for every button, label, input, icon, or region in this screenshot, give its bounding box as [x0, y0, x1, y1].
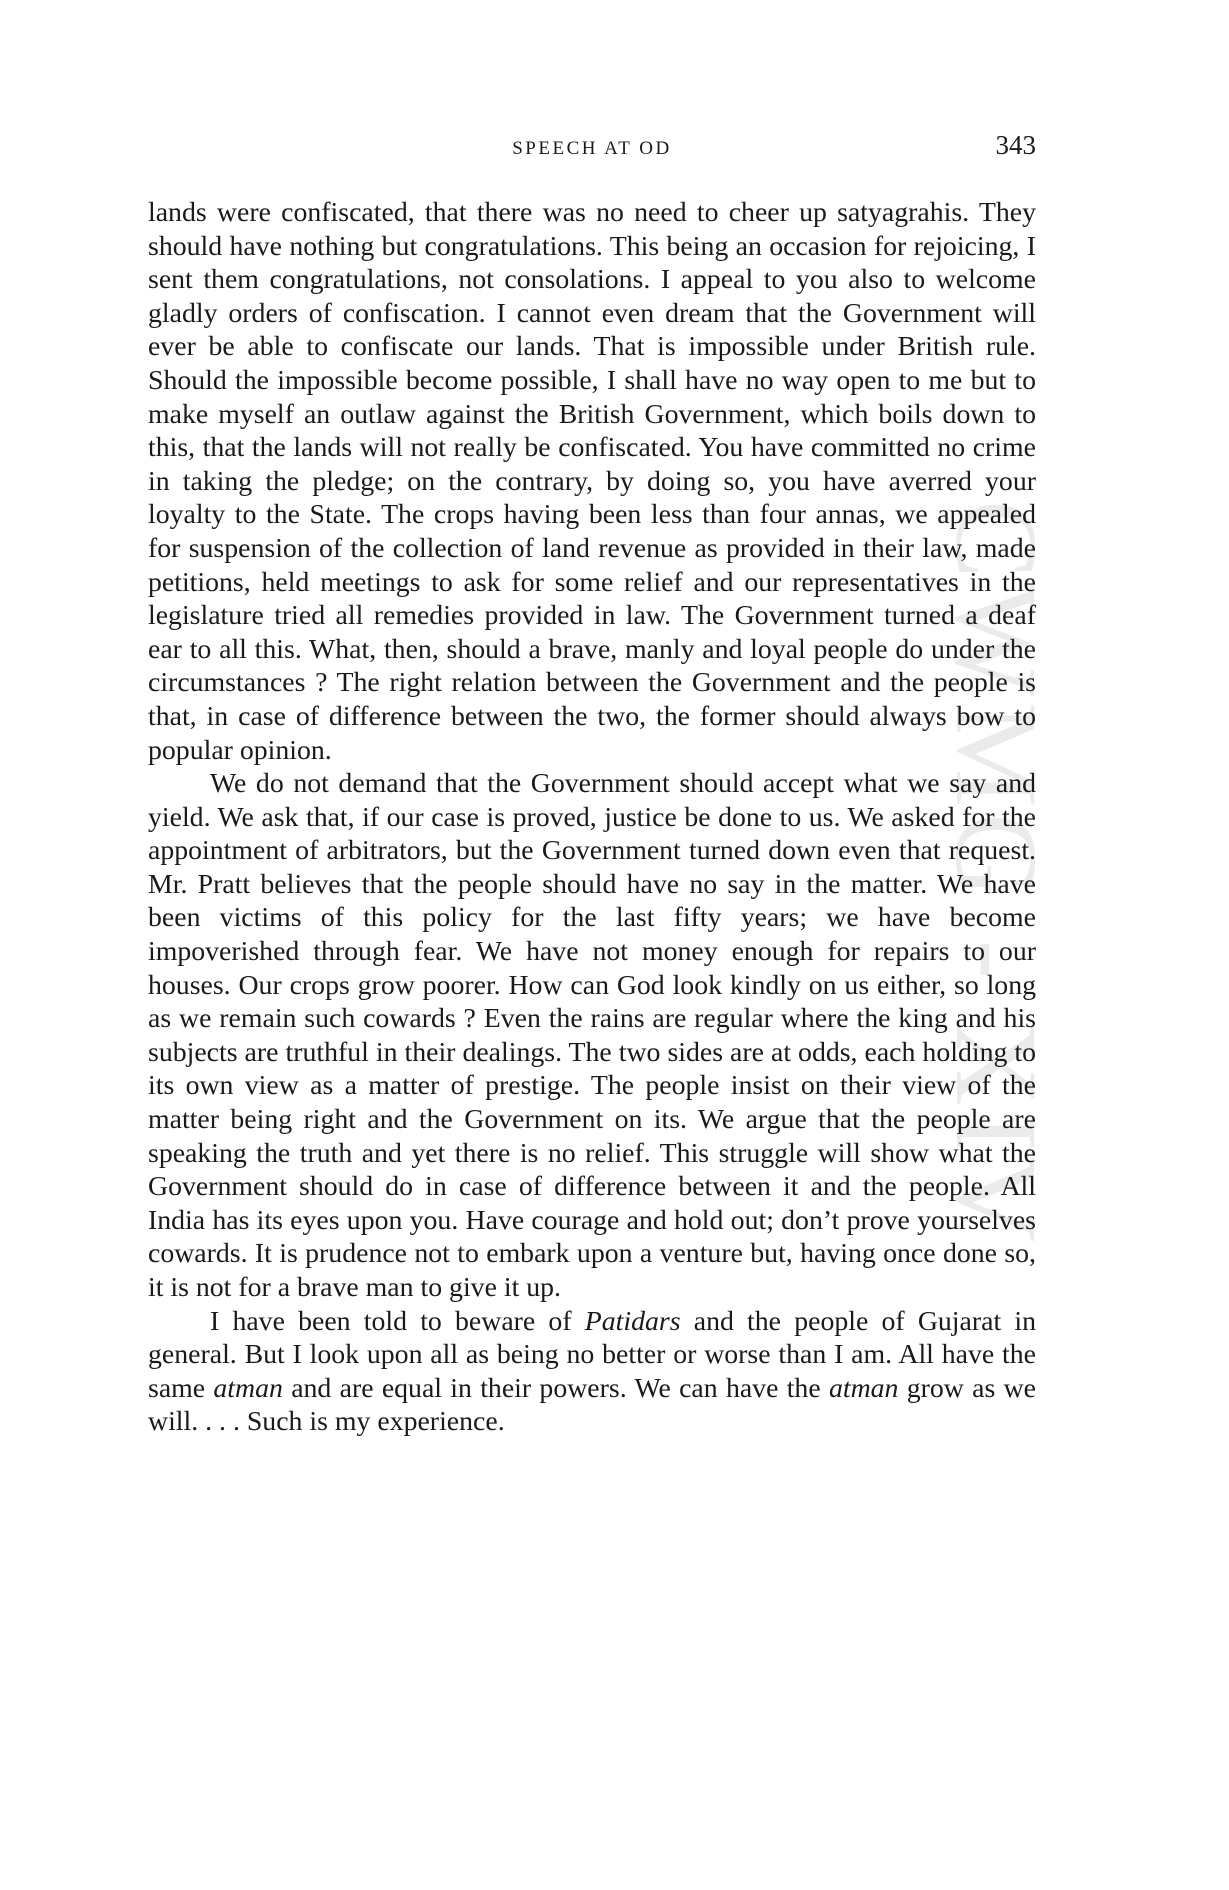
- paragraph-2: [148, 767, 1036, 1305]
- page-number: 343: [995, 130, 1036, 160]
- page-body: [148, 196, 1036, 1439]
- text-run: lands were confiscated, that there was no need to cheer up satyagrahis. They should have nothing but congratulations. This being an occasion for rejoicing, I sent them congratulations, not consolations. I appeal to you also to welcome gladly orders of confiscation. I cannot even dream that the Government will ever be able to confiscate our lands. That is impossible under British rule. Should the impossible become possible, I shall have no way open to me but to make myself an outlaw against the British Government, which boils down to this, that the lands will not really be confiscated. You have committed no crime in taking the pledge; on the contrary, by doing so, you have averred your loyalty to the State. The crops having been less than four annas, we appealed for suspension of the collection of land revenue as provided in their law, made petitions, held meetings to ask for some relief and our representatives in the legislature tried all remedies provided in law. The Government turned a deaf ear to all this. What, then, should a brave, manly and loyal people do under the circumstances ? The right relation between the Government and the people is that, in case of difference between the two, the former should always bow to popular opinion.: [148, 197, 1036, 766]
- text-run: We do not demand that the Government should accept what we say and yield. We ask that, if our case is proved, justice be done to us. We asked for the appointment of arbitrators, but the Government turned down even that request. Mr. Pratt believes that the people should have no say in the matter. We have been victims of this policy for the last fifty years; we have become impoverished through fear. We have not money enough for repairs to our houses. Our crops grow poorer. How can God look kindly on us either, so long as we remain such cowards ? Even the rains are regular where the king and his subjects are truthful in their dealings. The two sides are at odds, each holding to its own view as a matter of prestige. The people insist on their view of the matter being right and the Government on its. We argue that the people are speaking the truth and yet there is no relief. This struggle will show what the Government should do in case of difference between it and the people. All India has its eyes upon you. Have courage and hold out; don’t prove yourselves cowards. It is prudence not to embark upon a venture but, having once done so, it is not for a brave man to give it up.: [148, 768, 1036, 1303]
- italic-term: atman: [213, 1372, 283, 1404]
- text-run: I have been told to beware of: [210, 1305, 585, 1337]
- text-run: and the people of Gujarat in general. But I look upon all as being no better or worse than I am. All have the same: [148, 1305, 1036, 1404]
- text-run: and are equal in their powers. We can have the: [282, 1372, 829, 1404]
- watermark: CWMG - XIV: [931, 500, 1062, 1249]
- text-run: grow as we will. . . . Such is my experience.: [148, 1372, 1037, 1438]
- paragraph-3: [148, 1305, 1036, 1439]
- italic-term: Patidars: [584, 1305, 681, 1337]
- running-title: SPEECH AT OD: [512, 138, 672, 159]
- running-head: [148, 130, 1036, 170]
- italic-term: atman: [828, 1372, 899, 1404]
- paragraph-1: [148, 196, 1036, 767]
